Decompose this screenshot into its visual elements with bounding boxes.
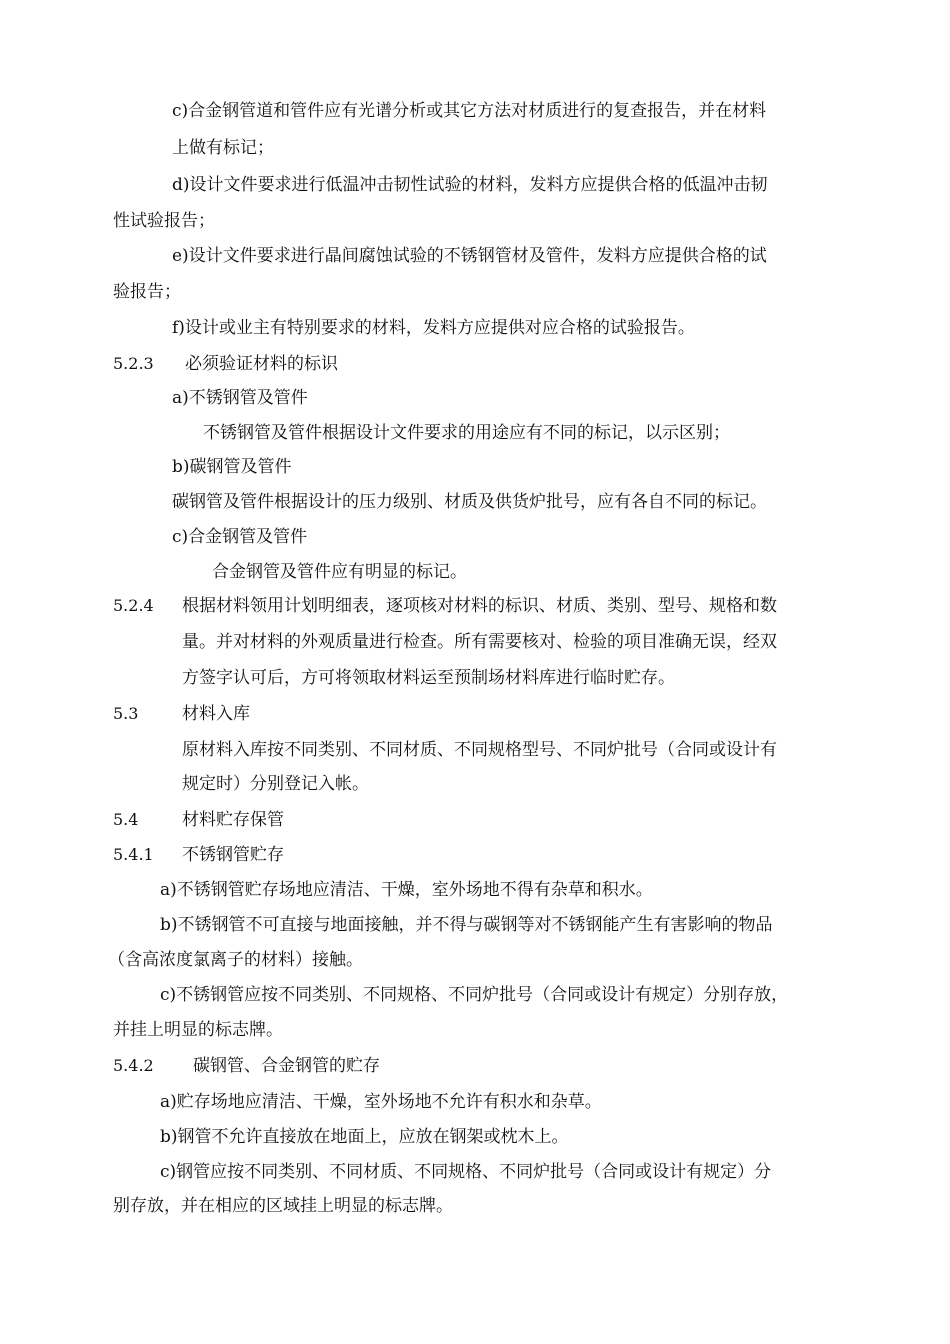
storage-b-line-1: b)不锈钢管不可直接与地面接触，并不得与碳钢等对不锈钢能产生有害影响的物品 bbox=[160, 915, 773, 935]
sub-c-text: 合金钢管及管件应有明显的标记。 bbox=[212, 562, 467, 582]
sub-c-label: c)合金钢管及管件 bbox=[172, 527, 308, 547]
section-number-5-2-3: 5.2.3 bbox=[113, 354, 154, 373]
section-number-5-4: 5.4 bbox=[113, 810, 139, 829]
item-c-line-2: 上做有标记； bbox=[172, 138, 274, 158]
section-5-2-4-line-3: 方签字认可后，方可将领取材料运至预制场材料库进行临时贮存。 bbox=[182, 668, 675, 688]
item-e-line-2: 验报告； bbox=[113, 282, 181, 302]
storage-a: a)不锈钢管贮存场地应清洁、干燥，室外场地不得有杂草和积水。 bbox=[160, 880, 653, 900]
section-title-5-2-3: 必须验证材料的标识 bbox=[185, 354, 338, 374]
storage-b-line-2: （含高浓度氯离子的材料）接触。 bbox=[108, 950, 363, 970]
item-c-line-1: c)合金钢管道和管件应有光谱分析或其它方法对材质进行的复查报告，并在材料 bbox=[172, 101, 767, 121]
storage-c-line-2: 并挂上明显的标志牌。 bbox=[113, 1020, 283, 1040]
item-f-line: f)设计或业主有特别要求的材料，发料方应提供对应合格的试验报告。 bbox=[172, 318, 695, 338]
section-5-3-line-2: 规定时）分别登记入帐。 bbox=[182, 774, 369, 794]
section-title-5-4-2: 碳钢管、合金钢管的贮存 bbox=[193, 1056, 380, 1076]
section-title-5-4: 材料贮存保管 bbox=[182, 810, 284, 830]
section-number-5-2-4: 5.2.4 bbox=[113, 596, 154, 615]
sub-b-label: b)碳钢管及管件 bbox=[172, 457, 292, 477]
item-d-line-2: 性试验报告； bbox=[113, 211, 215, 231]
section-5-2-4-line-2: 量。并对材料的外观质量进行检查。所有需要核对、检验的项目准确无误，经双 bbox=[182, 632, 777, 652]
section-title-5-3: 材料入库 bbox=[182, 704, 250, 724]
item-d-line-1: d)设计文件要求进行低温冲击韧性试验的材料，发料方应提供合格的低温冲击韧 bbox=[172, 175, 768, 195]
sub-a-text: 不锈钢管及管件根据设计文件要求的用途应有不同的标记，以示区别； bbox=[203, 423, 730, 443]
carbon-storage-c-line-2: 别存放，并在相应的区域挂上明显的标志牌。 bbox=[113, 1196, 453, 1216]
carbon-storage-b: b)钢管不允许直接放在地面上，应放在钢架或枕木上。 bbox=[160, 1127, 569, 1147]
section-number-5-3: 5.3 bbox=[113, 704, 139, 723]
section-5-3-line-1: 原材料入库按不同类别、不同材质、不同规格型号、不同炉批号（合同或设计有 bbox=[182, 740, 777, 760]
sub-b-text: 碳钢管及管件根据设计的压力级别、材质及供货炉批号，应有各自不同的标记。 bbox=[172, 492, 767, 512]
section-number-5-4-2: 5.4.2 bbox=[113, 1056, 154, 1075]
section-5-2-4-line-1: 根据材料领用计划明细表，逐项核对材料的标识、材质、类别、型号、规格和数 bbox=[182, 596, 777, 616]
section-number-5-4-1: 5.4.1 bbox=[113, 845, 154, 864]
storage-c-line-1: c)不锈钢管应按不同类别、不同规格、不同炉批号（合同或设计有规定）分别存放， bbox=[160, 985, 789, 1005]
carbon-storage-c-line-1: c)钢管应按不同类别、不同材质、不同规格、不同炉批号（合同或设计有规定）分 bbox=[160, 1162, 772, 1182]
sub-a-label: a)不锈钢管及管件 bbox=[172, 388, 308, 408]
section-title-5-4-1: 不锈钢管贮存 bbox=[182, 845, 284, 865]
item-e-line-1: e)设计文件要求进行晶间腐蚀试验的不锈钢管材及管件，发料方应提供合格的试 bbox=[172, 246, 767, 266]
carbon-storage-a: a)贮存场地应清洁、干燥，室外场地不允许有积水和杂草。 bbox=[160, 1092, 602, 1112]
